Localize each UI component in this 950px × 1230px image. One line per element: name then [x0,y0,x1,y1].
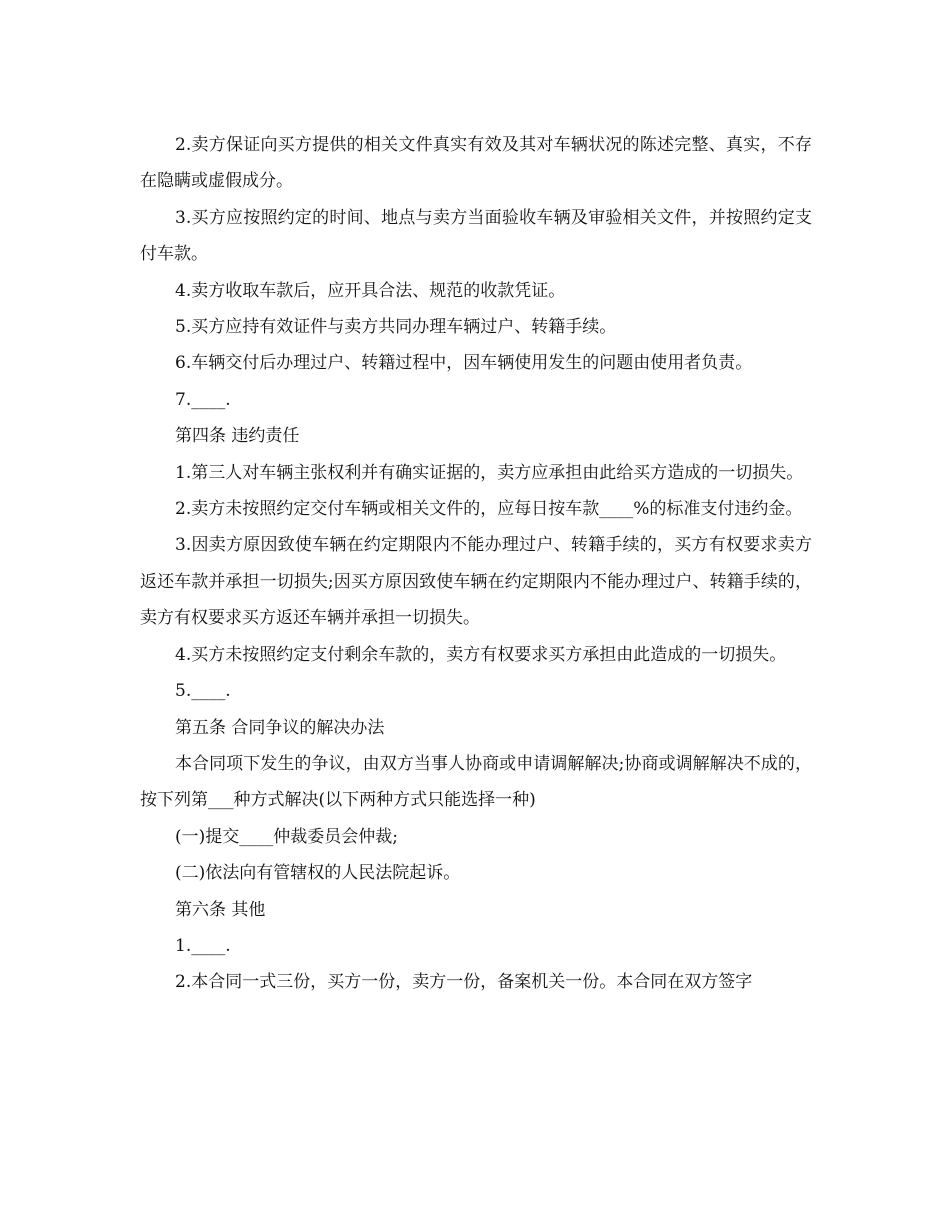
clause-3-5: 5.买方应持有效证件与卖方共同办理车辆过户、转籍手续。 [175,317,617,338]
clause-6-1: 1.____. [175,935,231,956]
clause-3-7: 7.____. [175,389,231,410]
clause-3-4: 4.卖方收取车款后，应开具合法、规范的收款凭证。 [175,280,566,301]
clause-4-4: 4.买方未按照约定支付剩余车款的，卖方有权要求买方承担由此造成的一切损失。 [175,644,787,665]
article-5-body: 本合同项下发生的争议，由双方当事人协商或申请调解解决;协商或调解解决不成的，按下列第___种方式解决(以下两种方式只能选择一种) [140,753,812,811]
article-6-heading: 第六条 其他 [175,899,266,920]
clause-3-3: 3.买方应按照约定的时间、地点与卖方当面验收车辆及审验相关文件，并按照约定支付车款。 [140,207,812,265]
clause-4-2: 2.卖方未按照约定交付车辆或相关文件的，应每日按车款____%的标准支付违约金。 [175,499,803,520]
clause-3-2: 2.卖方保证向买方提供的相关文件真实有效及其对车辆状况的陈述完整、真实，不存在隐瞒或虚假成分。 [140,135,812,192]
article-4-heading: 第四条 违约责任 [175,426,300,447]
option-arbitration: (一)提交____仲裁委员会仲裁; [175,826,398,847]
clause-4-1: 1.第三人对车辆主张权利并有确实证据的，卖方应承担由此给买方造成的一切损失。 [175,462,804,483]
clause-6-2: 2.本合同一式三份，买方一份，卖方一份，备案机关一份。本合同在双方签字 [175,972,753,993]
document-body [140,127,812,1001]
clause-3-6: 6.车辆交付后办理过户、转籍过程中，因车辆使用发生的问题由使用者负责。 [175,353,753,374]
article-5-heading: 第五条 合同争议的解决办法 [175,717,385,738]
clause-4-5: 5.____. [175,681,231,702]
option-court: (二)依法向有管辖权的人民法院起诉。 [175,863,461,884]
clause-4-3: 3.因卖方原因致使车辆在约定期限内不能办理过户、转籍手续的，买方有权要求卖方返还车款并承担一切损失;因买方原因致使车辆在约定期限内不能办理过户、转籍手续的，卖方有权要求买方返还车辆并承担一切损失。 [140,535,812,629]
